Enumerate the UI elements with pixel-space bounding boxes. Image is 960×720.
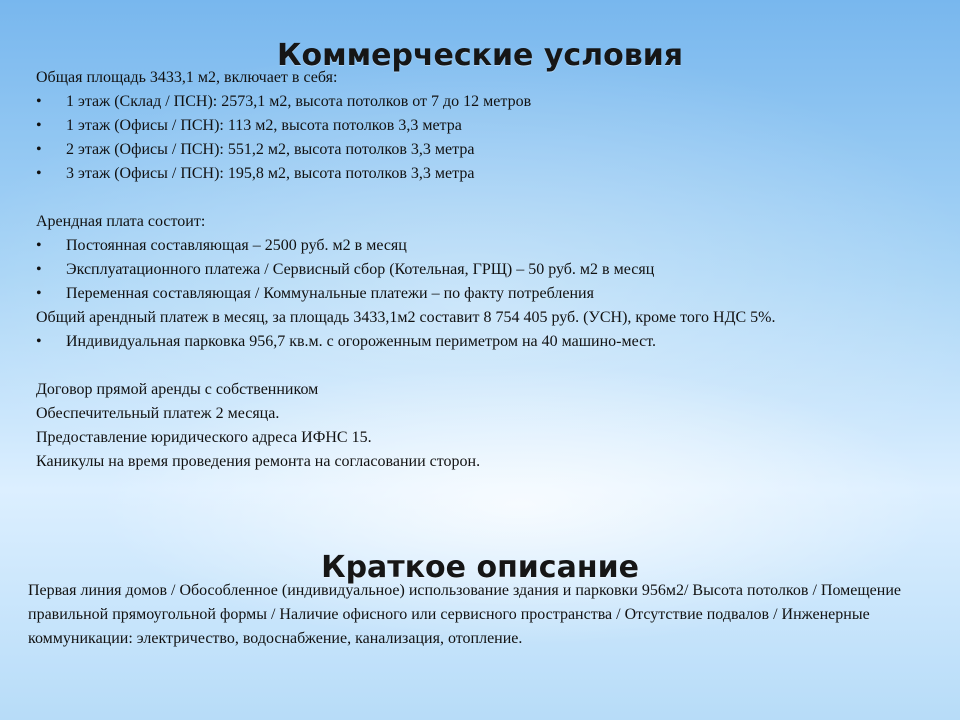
bullet-icon: •: [36, 237, 42, 254]
commercial-terms-heading: Коммерческие условия: [276, 38, 684, 74]
summary-heading: Краткое описание: [321, 549, 639, 585]
parking-item-text: Индивидуальная парковка 956,7 кв.м. с огороженным периметром на 40 машино-мест.: [66, 333, 657, 350]
rent-list-item: [36, 282, 941, 306]
parking-list-item: [36, 330, 941, 354]
bullet-icon: •: [36, 117, 42, 134]
area-item-text: 2 этаж (Офисы / ПСН): 551,2 м2, высота потолков 3,3 метра: [66, 141, 475, 158]
rent-item-text: Эксплуатационного платежа / Сервисный сбор (Котельная, ГРЩ) – 50 руб. м2 в месяц: [66, 261, 655, 278]
rent-item-text: Переменная составляющая / Коммунальные платежи – по факту потребления: [66, 285, 594, 302]
paragraph-spacer: [36, 186, 941, 210]
area-list-item: [36, 90, 941, 114]
contract-term: Договор прямой аренды с собственником: [36, 381, 319, 398]
area-list-item: [36, 162, 941, 186]
bullet-icon: •: [36, 261, 42, 278]
bullet-icon: •: [36, 333, 42, 350]
summary-description: Первая линия домов / Обособленное (индивидуальное) использование здания и парковки 956м2/ Высота потолков / Помещение правильной прямоугольной формы / Наличие офисного или сервисного пространства / Отсутствие подвалов / Инженерные коммуникации: электричество, водоснабжение, канализация, отопление.: [28, 582, 902, 647]
bullet-icon: •: [36, 285, 42, 302]
bullet-icon: •: [36, 93, 42, 110]
total-payment-text: Общий арендный платеж в месяц, за площадь 3433,1м2 составит 8 754 405 руб. (УСН), кроме того НДС 5%.: [36, 309, 776, 326]
area-item-text: 3 этаж (Офисы / ПСН): 195,8 м2, высота потолков 3,3 метра: [66, 165, 475, 182]
area-item-text: 1 этаж (Офисы / ПСН): 113 м2, высота потолков 3,3 метра: [66, 117, 462, 134]
area-list: [36, 90, 941, 186]
rent-list-item: [36, 234, 941, 258]
commercial-terms-section: [36, 66, 941, 474]
area-item-text: 1 этаж (Склад / ПСН): 2573,1 м2, высота потолков от 7 до 12 метров: [66, 93, 532, 110]
parking-list: [36, 330, 941, 354]
security-deposit-term: Обеспечительный платеж 2 месяца.: [36, 405, 280, 422]
legal-address-term: Предоставление юридического адреса ИФНС 15.: [36, 429, 372, 446]
rent-item-text: Постоянная составляющая – 2500 руб. м2 в месяц: [66, 237, 407, 254]
rent-holiday-term: Каникулы на время проведения ремонта на согласовании сторон.: [36, 453, 481, 470]
bullet-icon: •: [36, 165, 42, 182]
area-list-item: [36, 114, 941, 138]
rent-list-item: [36, 258, 941, 282]
area-list-item: [36, 138, 941, 162]
paragraph-spacer: [36, 354, 941, 378]
rent-intro: Арендная плата состоит:: [36, 213, 206, 230]
area-intro: Общая площадь 3433,1 м2, включает в себя:: [36, 69, 338, 86]
rent-list: [36, 234, 941, 306]
bullet-icon: •: [36, 141, 42, 158]
